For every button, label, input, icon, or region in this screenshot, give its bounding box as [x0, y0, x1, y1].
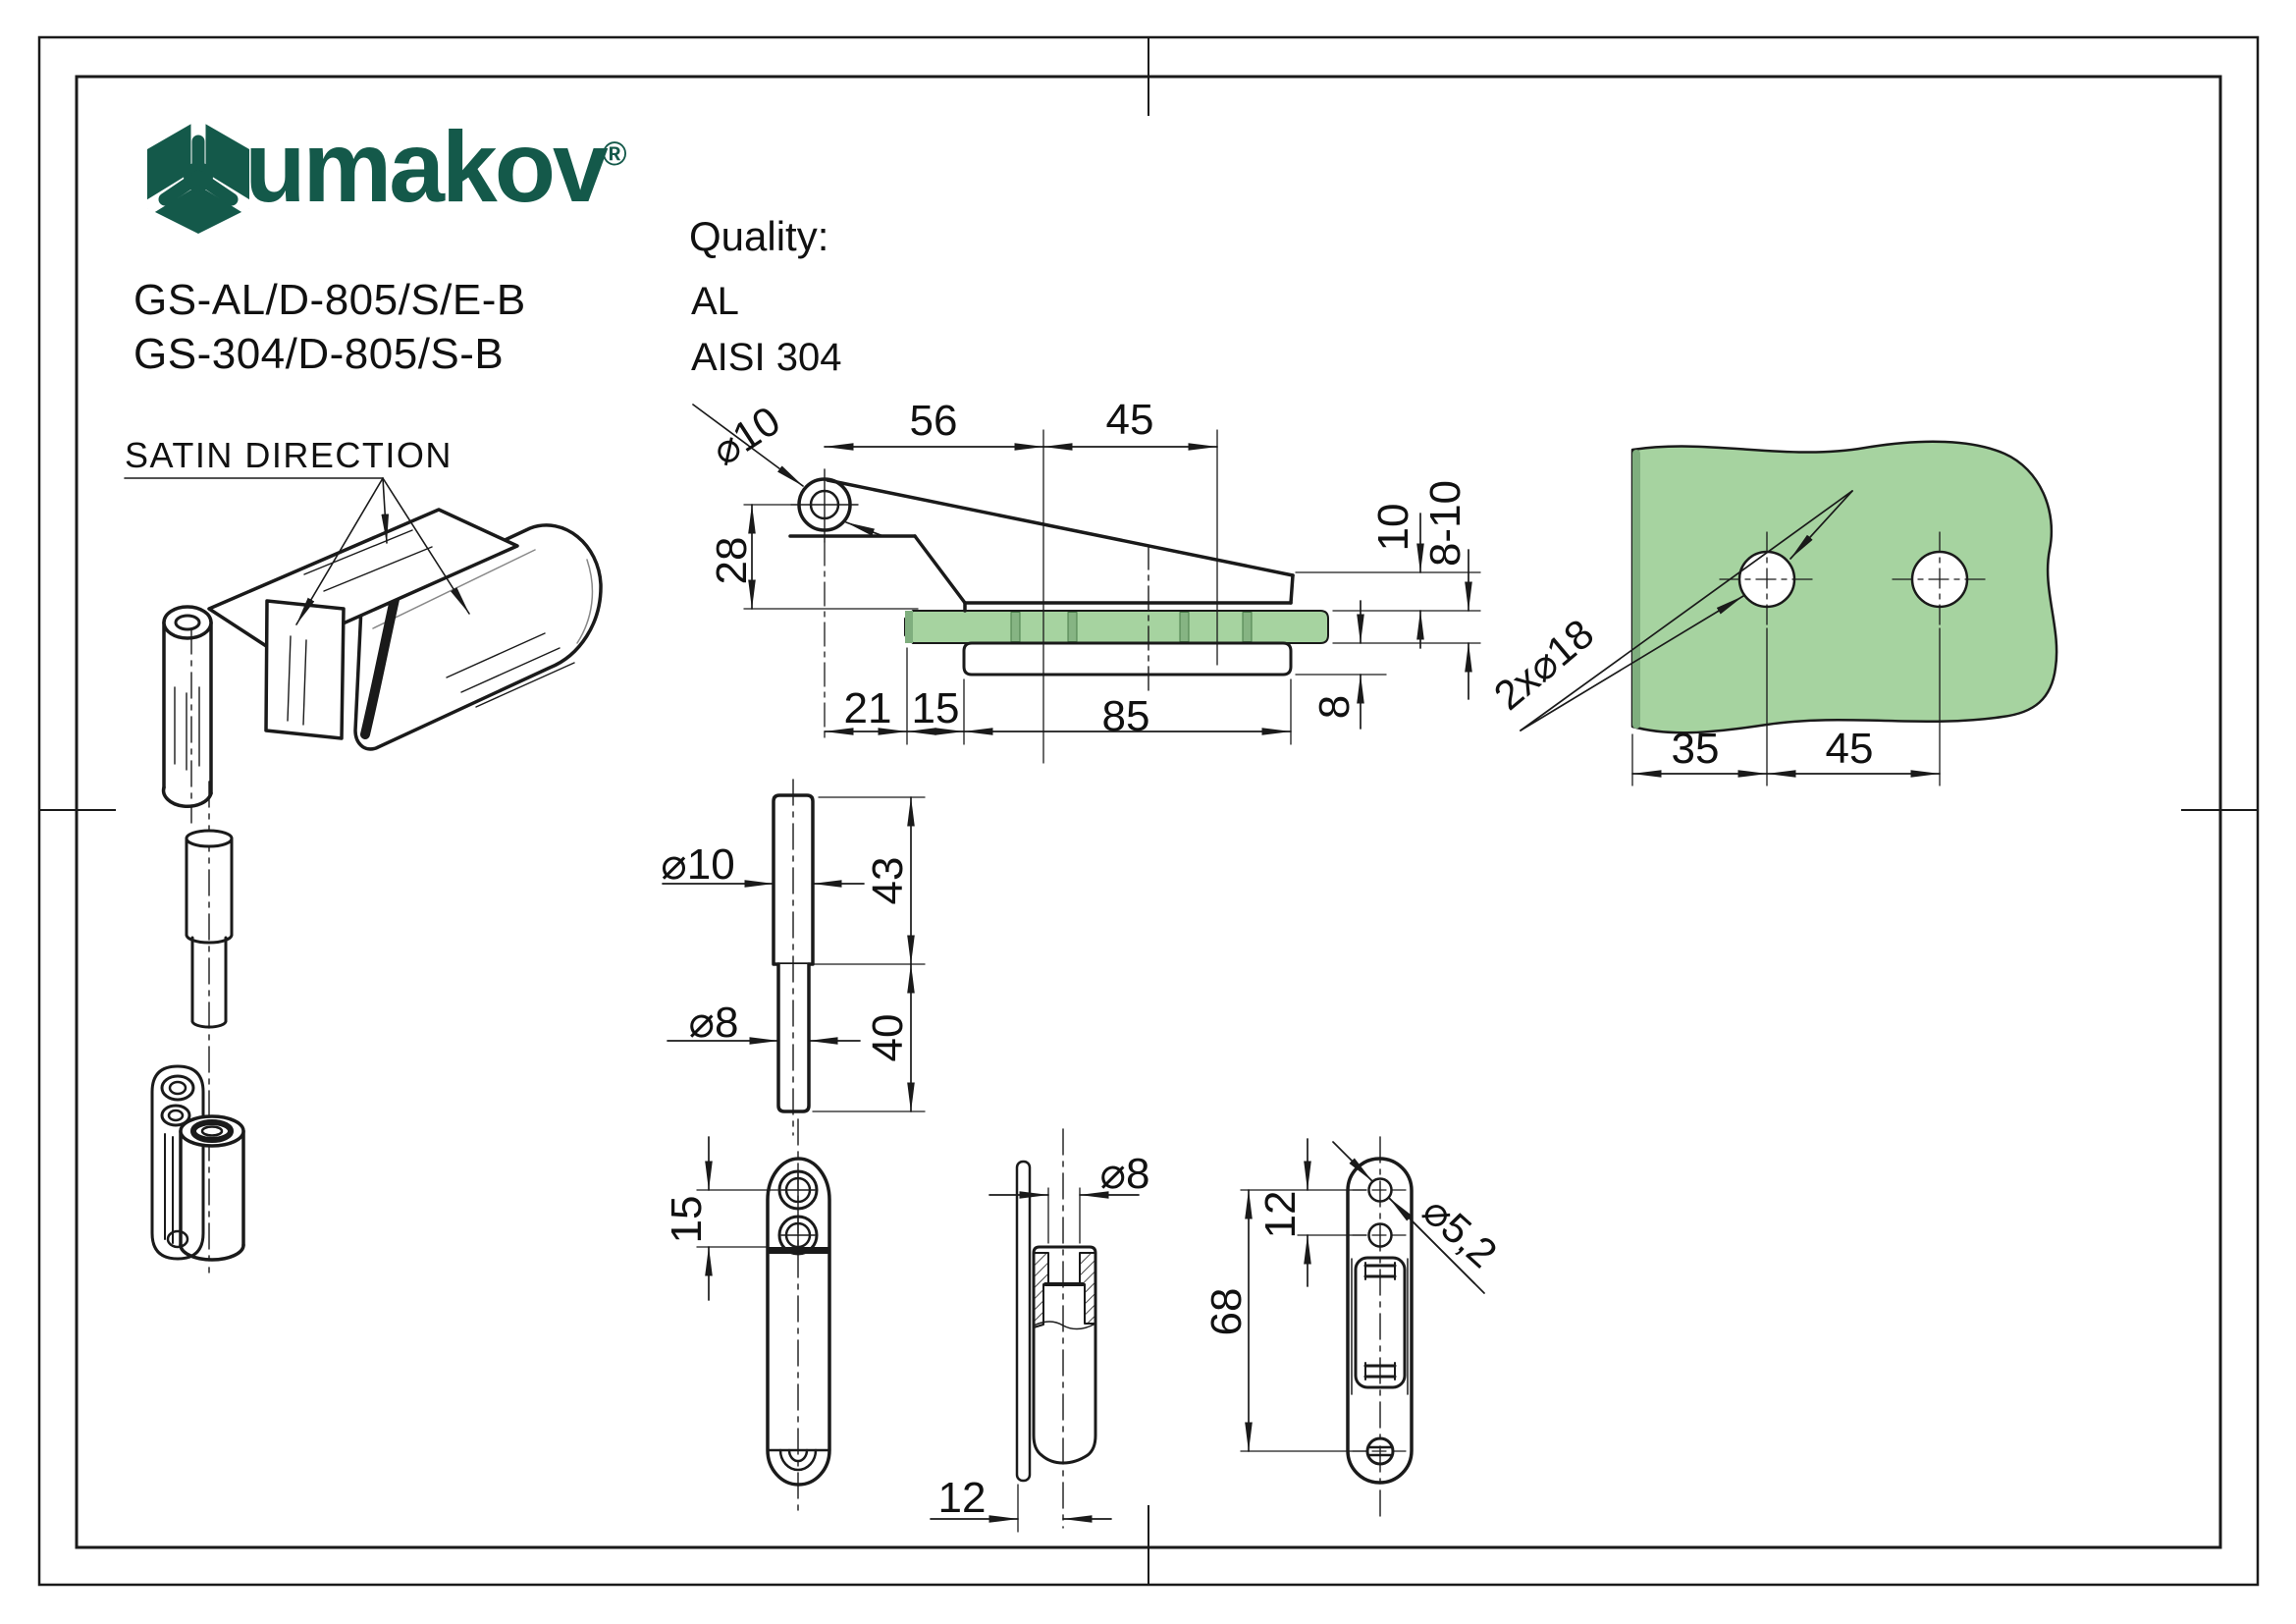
glass-panel-view	[1521, 442, 2056, 785]
dim-section-12: 12	[937, 1474, 987, 1522]
dim-45-panel: 45	[1825, 725, 1874, 773]
dim-pin-43: 43	[864, 856, 912, 905]
dim-plate-dia52: ⌀5,2	[1414, 1187, 1507, 1277]
quality-material-aisi304: AISI 304	[691, 336, 842, 379]
dim-holes-2x18: 2x⌀18	[1484, 610, 1603, 720]
dim-section-dia8: ⌀8	[1099, 1150, 1150, 1198]
isometric-assembled-view	[125, 478, 601, 823]
isometric-exploded-view	[152, 782, 243, 1272]
dim-8: 8	[1310, 694, 1359, 720]
dim-pivot-diameter: ⌀10	[703, 397, 788, 474]
dim-85: 85	[1101, 692, 1150, 740]
product-code-2: GS-304/D-805/S-B	[133, 330, 505, 378]
dim-28: 28	[708, 536, 756, 585]
quality-material-al: AL	[691, 280, 739, 323]
dim-35: 35	[1671, 725, 1720, 773]
dim-glass-thickness: 8-10	[1421, 479, 1469, 568]
dim-pin-40: 40	[864, 1013, 912, 1062]
dim-56: 56	[909, 397, 958, 445]
dim-15: 15	[911, 684, 960, 732]
brand-logo-text: umakov	[244, 111, 606, 223]
dim-plate-12: 12	[1256, 1190, 1305, 1239]
dim-plate-68: 68	[1202, 1287, 1251, 1336]
dim-10: 10	[1369, 503, 1417, 552]
brand-logo-icon	[147, 120, 249, 234]
dim-front-15: 15	[663, 1195, 711, 1244]
border-frame	[39, 37, 2258, 1585]
quality-label: Quality:	[689, 213, 829, 259]
front-view	[697, 1119, 829, 1512]
dim-pin-dia8: ⌀8	[688, 999, 739, 1047]
registered-trademark-icon: ®	[602, 135, 627, 173]
dim-45: 45	[1105, 396, 1154, 444]
pin-view	[663, 780, 925, 1135]
side-view	[693, 405, 1480, 763]
dim-pin-dia10: ⌀10	[661, 840, 735, 889]
satin-direction-label: SATIN DIRECTION	[125, 435, 453, 475]
product-code-1: GS-AL/D-805/S/E-B	[133, 276, 526, 324]
dim-21: 21	[843, 684, 892, 732]
